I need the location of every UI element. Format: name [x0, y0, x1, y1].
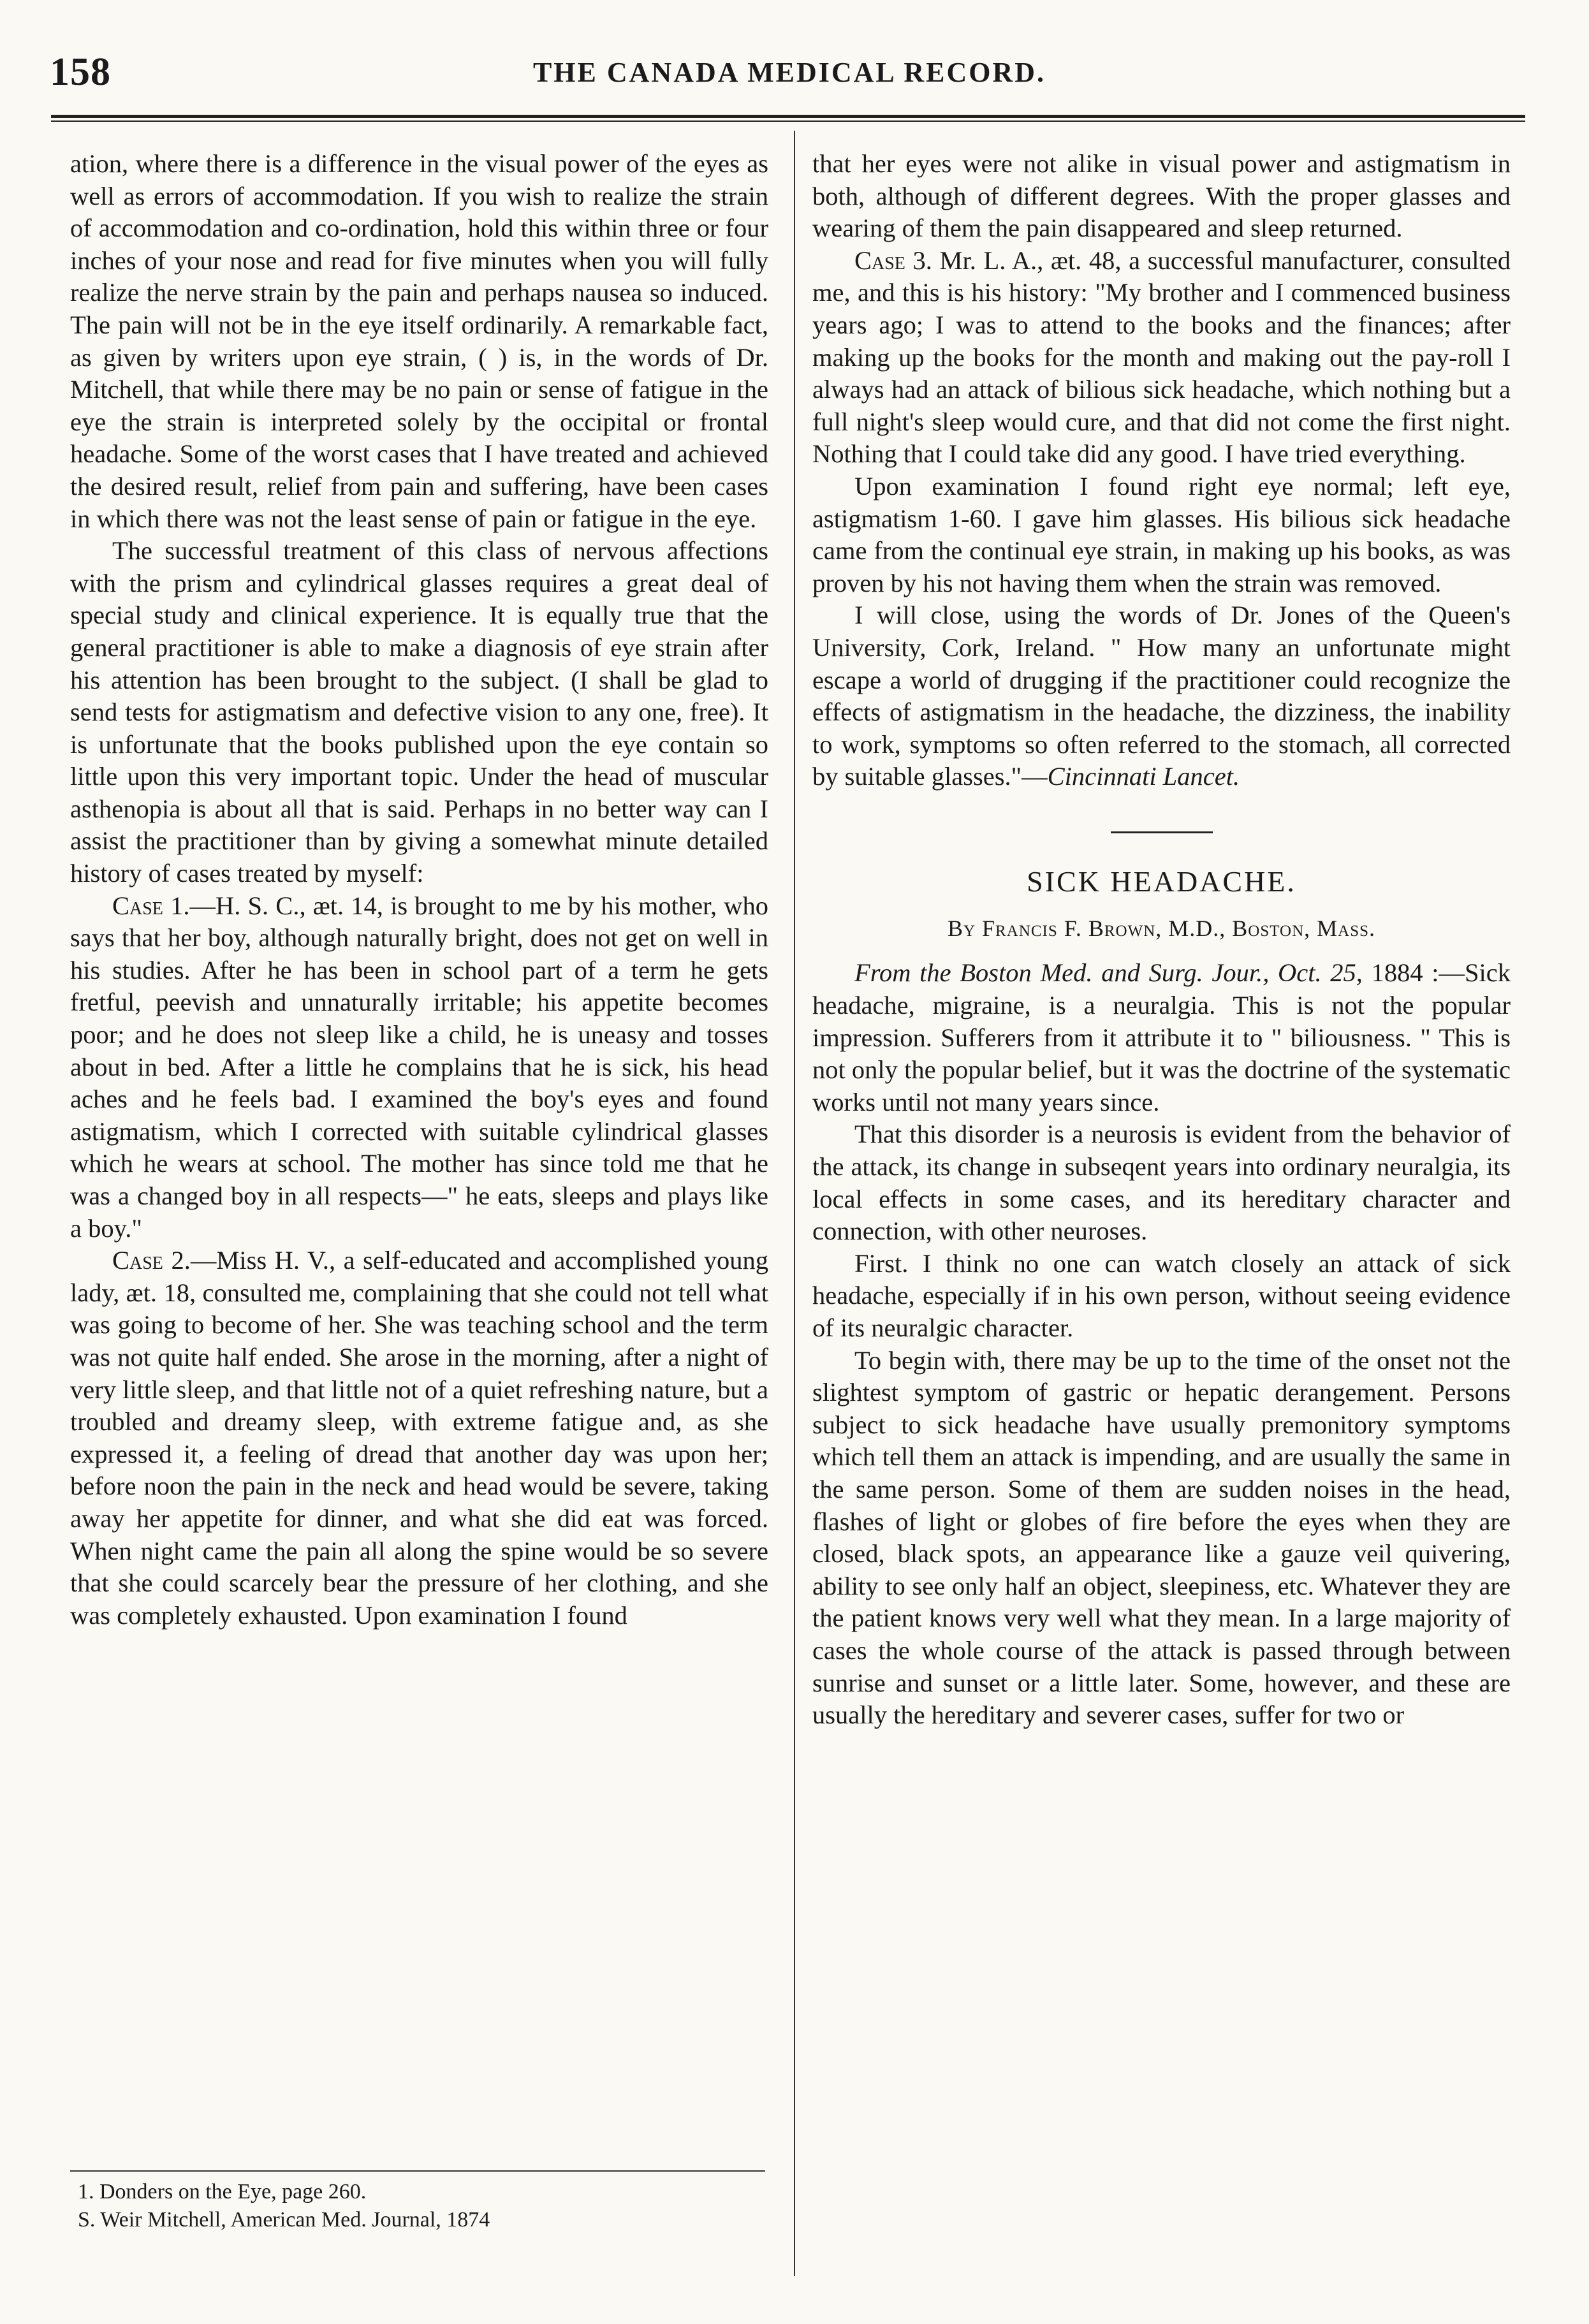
section-rule: [1111, 831, 1213, 833]
page-header: [50, 45, 1529, 96]
footnote-2: S. Weir Mitchell, American Med. Journal, 1874: [78, 2208, 490, 2232]
footnotes: [70, 2178, 765, 2234]
column-divider: [794, 131, 795, 2276]
page-number: 158: [50, 50, 111, 94]
byline: By Francis F. Brown, M.D., Boston, Mass.: [947, 915, 1376, 941]
closing-paragraph: [812, 599, 1511, 793]
case-3-paragraph: [812, 245, 1511, 471]
source-text: 1884 :—Sick headache, migraine, is a neuralgia. This is not the popular impression. Sufferers from it attribute it to " biliousness. " This is not only the popular belief, but it was the doctrine of the systematic works until not many years since.: [812, 958, 1511, 1116]
paragraph: The successful treatment of this class of nervous affections with the prism and cylindrical glasses requires a great deal of special study and clinical experience. It is equally true that the general practitioner is able to make a diagnosis of eye strain after his attention has been brought to the subject. (I shall be glad to send tests for astigmatism and defective vision to any one, free). It is unfortunate that the books published upon the eye contain so little upon this very important topic. Under the head of muscular asthenopia is about all that is said. Perhaps in no better way can I assist the practitioner than by giving a somewhat minute detailed history of cases treated by myself:: [70, 536, 768, 888]
paragraph: To begin with, there may be up to the time of the onset not the slightest symptom of gastric or hepatic derangement. Persons subject to sick headache have usually premonitory symptoms which tell them an attack is impending, and are usually the same in the same person. Some of them are sudden noises in the head, flashes of light or globes of fire before the eyes when they are closed, black spots, an appearance like a gauze veil quivering, ability to see only half an object, sleepiness, etc. Whatever they are the patient knows very well what they mean. In a large majority of cases the whole course of the attack is passed through between sunrise and sunset or a little later. Some, however, and these are usually the hereditary and severer cases, suffer for two or: [812, 1345, 1511, 1730]
header-rule: [51, 115, 1525, 122]
footnote-rule: [70, 2170, 765, 2172]
section-title: SICK HEADACHE.: [1027, 865, 1296, 898]
footnote-1: 1. Donders on the Eye, page 260.: [78, 2180, 367, 2203]
left-column: [70, 148, 768, 1632]
right-column: [812, 148, 1511, 1732]
case-1-paragraph: [70, 890, 768, 1245]
case-3-text: Mr. L. A., æt. 48, a successful manufacturer, consulted me, and this is his history: "My brother and I commenced business years ago; I was to attend to the books and the finances; after making up the books for the month and making out the pay-roll I always had an attack of bilious sick headache, which nothing but a full night's sleep would cure, and that did not come the first night. Nothing that I could take did any good. I have tried everything.: [812, 245, 1511, 469]
journal-title: THE CANADA MEDICAL RECORD.: [532, 57, 1046, 88]
case-1-label: Case 1.: [112, 891, 190, 920]
case-1-text: —H. S. C., æt. 14, is brought to me by his mother, who says that her boy, although naturally bright, does not get on well in his studies. After he has been in school part of a term he gets fretful, peevish and unnaturally irritable; his appetite becomes poor; and he does not sleep like a child, he is uneasy and tosses about in bed. After a little he complains that he is sick, his head aches and he feels bad. I examined the boy's eyes and found astigmatism, which I corrected with suitable cylindrical glasses which he wears at school. The mother has since told me that he was a changed boy in all respects—" he eats, sleeps and plays like a boy.": [70, 891, 768, 1243]
case-3-label: Case 3.: [854, 245, 932, 275]
case-2-text: —Miss H. V., a self-educated and accomplished young lady, æt. 18, consulted me, complaining that she could not tell what was going to become of her. She was teaching school and the term was not quite half ended. She arose in the morning, after a night of very little sleep, and that little not of a quiet refreshing nature, but a troubled and dreamy sleep, with extreme fatigue and, as she expressed it, a feeling of dread that another day was upon her; before noon the pain in the neck and head would be severe, taking away her appetite for dinner, and what she did eat was forced. When night came the pain all along the spine would be so severe that she could scarcely bear the pressure of her clothing, and she was completely exhausted. Upon examination I found: [70, 1246, 768, 1630]
paragraph: Upon examination I found right eye normal; left eye, astigmatism 1-60. I gave him glasses. His bilious sick headache came from the continual eye strain, in making up his books, as was proven by his not having them when the strain was removed.: [812, 471, 1511, 597]
case-2-paragraph: [70, 1245, 768, 1632]
paragraph: that her eyes were not alike in visual power and astigmatism in both, although of different degrees. With the proper glasses and wearing of them the pain disappeared and sleep returned.: [812, 149, 1511, 243]
source-citation: From the Boston Med. and Surg. Jour., Oct. 25,: [854, 958, 1363, 988]
paragraph: ation, where there is a difference in the visual power of the eyes as well as errors of accommodation. If you wish to realize the strain of accommodation and co-ordination, hold this within three or four inches of your nose and read for five minutes when you will fully realize the nerve strain by the pain and perhaps nausea so induced. The pain will not be in the eye itself ordinarily. A remarkable fact, as given by writers upon eye strain, ( ) is, in the words of Dr. Mitchell, that while there may be no pain or sense of fatigue in the eye the strain is interpreted solely by the occipital or frontal headache. Some of the worst cases that I have treated and achieved the desired result, relief from pain and suffering, have been cases in which there was not the least sense of pain or fatigue in the eye.: [70, 149, 768, 533]
closing-text: I will close, using the words of Dr. Jones of the Queen's University, Cork, Ireland. " How many an unfortunate might escape a world of drugging if the practitioner could recognize the effects of astigmatism in the headache, the dizziness, the inability to work, symptoms so often referred to the stomach, all corrected by suitable glasses."—: [812, 601, 1511, 791]
paragraph: That this disorder is a neurosis is evident from the behavior of the attack, its change in subseqent years into ordinary neuralgia, its local effects in some cases, and its hereditary character and connection, with other neuroses.: [812, 1120, 1511, 1246]
case-2-label: Case 2.: [112, 1246, 191, 1275]
citation-source: Cincinnati Lancet.: [1047, 762, 1240, 791]
source-paragraph: [812, 957, 1511, 1118]
paragraph: First. I think no one can watch closely an attack of sick headache, especially if in his own person, without seeing evidence of its neuralgic character.: [812, 1248, 1511, 1342]
